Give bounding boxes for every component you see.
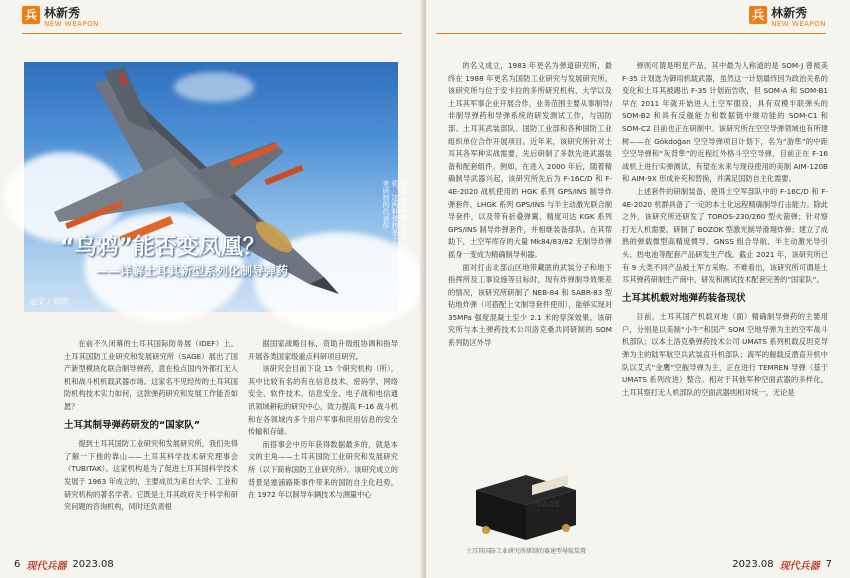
issue-date: 2023.08 xyxy=(72,559,114,570)
brand-name: 林新秀 xyxy=(771,6,808,20)
body-paragraph: 该研究会目前下设 15 个研究机构（所），其中比较有名的有在信息技术、密码学、网络安全、软件技术、信息安全、电子战和电信通讯领域耕耘的研究中心，致力提高 F-16 战斗机和在各领域内多个用户军事和民用信息的安全传输和存储。 xyxy=(248,364,398,437)
nav-device-icon xyxy=(466,470,586,544)
page-number: 7 xyxy=(825,559,832,570)
article-subtitle: ——详解土耳其新型系列化制导弹药 xyxy=(96,264,289,278)
article-byline: ◎文 / 周凯 xyxy=(30,297,69,306)
magazine-name: 现代兵器 xyxy=(26,561,67,572)
brand-icon: 兵 xyxy=(749,6,767,24)
body-paragraph: 目前，土耳其国产机载对地（面）精确制导弹药的主要用户，分别是以美制“小牛”和国产 SOM 空地导弹为主的空军战斗机部队；以本土洛克桑弹药技术公司 UMATS 系列机载反坦克导弹为主的陆军航空兵武装直升机部队；海军的舰载反潜直升机中队以艾式“金鹰”空舰导弹为主，正在进行 TEMREN 导弹（基于 UMATS 系列改进）整合。相对于其他军种空面武器的多样化，土耳其察打无人机部队的空面武器则相对统一，无论是 xyxy=(622,312,828,397)
left-header xyxy=(22,6,99,34)
body-paragraph: 而搭事会中历年获得数据最多的，就是本文的主角——土耳其国防工业研究和发展研究所（以下简称国防工业研究所）。该研究成立的背景是塞浦路斯事件带来的国防自主化趋势，在 1972 年以制导车辆技术与测量中心 xyxy=(248,439,398,500)
left-footer xyxy=(14,557,114,572)
product-photo xyxy=(466,470,586,544)
left-page xyxy=(0,0,424,578)
body-paragraph: 据国家战略目标，资助升级组协调和指导开展各类国家级重点科研项目研究。 xyxy=(248,339,398,361)
right-column-1 xyxy=(448,60,612,350)
brand-sub: NEW WEAPON xyxy=(44,20,99,28)
issue-date: 2023.08 xyxy=(732,559,774,570)
body-paragraph: 面对打击北部山区地带藏匿的武装分子和地下指挥所及工事设施等目标时，现有炸弹制导效果差的情况，该研究所研制了 NEB-84 和 SABR-83 型钻地炸弹（可搭配上文制导套件使用），能够实现对 35MPa 强度混凝土至少 2.1 米的穿深效果。该研究所与本土弹药技术公司洛克桑共同研制的 SOM 系列防区外导 xyxy=(448,262,612,348)
section-heading-1: 土耳其制导弹药研发的“国家队” xyxy=(64,419,200,431)
hero-caption: 搭载 SOM 和“游隼”的土耳其 F-16 战机，这两种弹药是土耳其国防工业近年来研制的代表作 xyxy=(382,180,408,299)
left-column-2 xyxy=(248,338,398,502)
brand-sub: NEW WEAPON xyxy=(771,20,826,28)
left-column-1 xyxy=(64,338,238,514)
header-rule xyxy=(22,33,402,34)
right-column-2 xyxy=(622,60,828,399)
product-caption: 土耳其国防工业研究所研制的赛速型导航装置 xyxy=(466,548,587,555)
right-footer xyxy=(732,557,832,572)
body-paragraph: 的名义成立，1983 年更名为弹道研究所，最终在 1988 年更名为国防工业研究与发展研究所。该研究所与位于安卡拉的多所研究机构、大学以及土耳其军事企业开展合作，业务范围主要从事制导/非制导弹药和导弹系统的研发测试工作，与国防部、土耳其武装部队、国防工业部和各种国防工业组织单位合作开展项目。近年来，该研究所针对土耳其各军种实战需要，先后研制了多款先进武器装备和配套组件。例如，在进入 2000 年后，随着精确制导武器兴起，该研究所先后为 F-16C/D 和 F-4E-2020 战机使用的 HGK 系列 GPS/INS 制导炸弹套件、LHGK 系列 GPS/INS 与半主动激光联合制导套件，以及带有折叠弹翼、精度可达 KGK 系列 GPS/INS 制导炸弹套件，并相继装备部队。在其帮助下，土空军库存的大量 Mk84/83/82 无制导炸弹摇身一变成为精确制导利器。 xyxy=(448,61,612,259)
section-heading-2: 土耳其机载对地弹药装备现状 xyxy=(622,292,746,304)
header-rule xyxy=(436,33,826,34)
product-label: SAGE xyxy=(536,500,560,509)
page-number: 6 xyxy=(14,559,21,570)
body-paragraph: 弹则可谓是明星产品，其中最为人称道的是 SOM-J 曾被美 F-35 计划选为御用机载武器，虽然这一计划最终因为政治关系的变化和土耳其被踢出 F-35 计划而告吹，但 SOM-A 和 SOM-B1 早在 2011 年就开始进入土空军服役，具有双模半联弹头的 SOM-B2 和具有反舰能力和数据链中继功能的 SOM-C1 和 SOM-C2 目前也正在研制中。该研究所在空空导弹领域也有所建树——在 Gökdoğan 空空导弹项目计划下，名为“游隼”的中距空空导弹和“灰背隼”的近程红外格斗空空导弹，目前正在 F-16 战机上进行实弹测试，有望在未来与现役使用的美制 AIM-120B 和 AIM-9X 形成补充和替换，并满足国防自主化需要。 xyxy=(622,61,828,184)
right-page xyxy=(426,0,850,578)
article-title: “乌鸦”能否变凤凰？ xyxy=(60,235,265,260)
body-paragraph: 提到土耳其国防工业研究和发展研究所，我们先得了解一下他的靠山——土耳其科学技术研究理事会（TUBITAK）。这家机构是为了促进土耳其国科学技术发展于 1963 年成立的，主要成员为来自大学、工业和研究机构的著名学者。它既是土耳其政府关于科学和研究问题的咨询机构，同时还负责根 xyxy=(64,439,238,512)
body-paragraph: 上述套件的研制装备，使得土空军部队中的 F-16C/D 和 F-4E-2020 机群具备了一定的本土化远程精确制导打击能力。除此之外，该研究所还研发了 TOROS-230/260 型火箭弹；针对察打无人机需要，研制了 BOZOK 型激光制导滑翔炸弹；建立了成熟的弹载微型高精度惯导、GNSS 组合导航、半主动激光导引头、热电池等配套产品研发生产线。截止 2021 年，该研究所已有 9 大类不同产品被土军方采购。不难看出，该研究所可谓是土耳其弹药研制生产商中，研发和测试技术配套完善的“国家队”。 xyxy=(622,186,828,285)
intro-paragraph: 在前不久闭幕的土耳其国际防务展（IDEF）上，土耳其国防工业研究和发展研究所（SAGE）展出了国产新型模块化联合制导弹药，意在检点国内外都打无人机和战斗机机载武器市场。这家名不见经传的土耳其国防机构技术实力如何，这款弹药研究和发展工作能否如愿？ xyxy=(64,339,238,411)
magazine-name: 现代兵器 xyxy=(779,561,820,572)
right-header xyxy=(749,6,826,34)
brand-name: 林新秀 xyxy=(44,6,81,20)
brand-icon: 兵 xyxy=(22,6,40,24)
